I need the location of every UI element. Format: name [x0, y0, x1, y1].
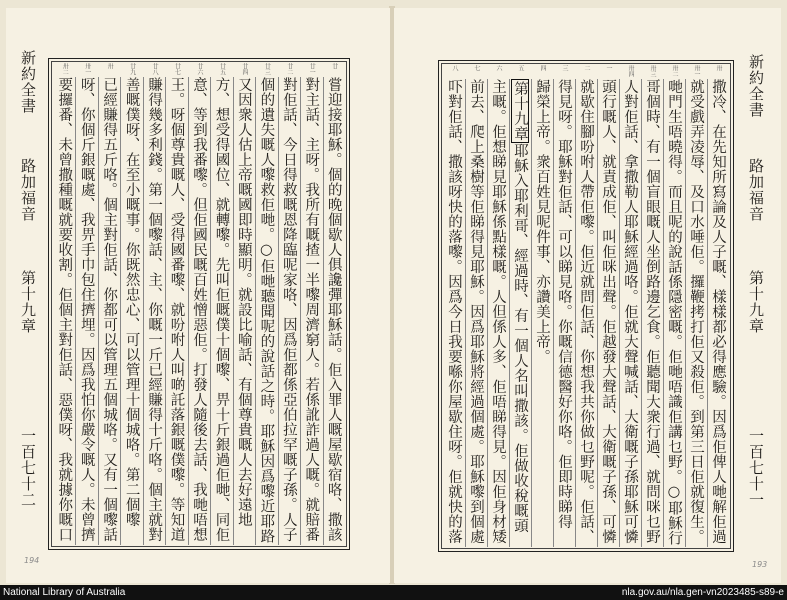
- column-rule: [120, 77, 121, 545]
- right-page-column: 就歇住腳吩咐人帶佢嚟。佢近就問佢話、你想我共你做乜野呢。佢話、: [578, 79, 594, 544]
- right-text-frame: [438, 60, 734, 552]
- line-number: 廿六: [196, 63, 203, 75]
- right-page-column: 哥個時、有一個盲眼嘅人坐倒路邊乞食。佢聽聞大衆行過、就問咪乜野: [644, 79, 660, 544]
- left-side-title: 新約全書: [19, 50, 37, 114]
- line-number: 卅: [715, 65, 722, 71]
- line-number: 二: [583, 65, 590, 71]
- column-rule: [641, 79, 642, 547]
- left-page-column: 對佢話、今日得救嘅恩降臨呢家咯、因爲佢都係亞伯拉罕嘅子孫。人子: [280, 77, 297, 542]
- right-pencil-number: 193: [752, 560, 768, 569]
- right-page-column: 吓對佢話、撒該呀快的落嚟。因爲今日我要喺你屋歇住呀。佢就快的落: [446, 79, 462, 544]
- left-page: [6, 8, 390, 583]
- left-page-column: 嘗迎接耶穌。個的晚個歇人俱讒彈耶穌話。佢入罪人嘅屋歇宿咯、撒該: [325, 77, 342, 542]
- line-number: 五: [517, 65, 524, 71]
- right-page-column: 前去、爬上桑樹等佢睇得見耶穌。因爲耶穌將經過個處。耶穌嚟到個處: [468, 79, 484, 544]
- library-footer: [0, 585, 787, 600]
- left-page-column: 賺得幾多利錢。第一個嚟話、主、你嘅一斤已經賺得十斤咯。個主就對: [146, 77, 163, 542]
- left-line-numbers: [53, 63, 345, 77]
- line-number: 六: [495, 65, 502, 71]
- footer-library-name: National Library of Australia: [3, 587, 126, 598]
- right-side-page-number: 一百七十一: [747, 428, 765, 508]
- right-page-column: 得見呀。耶穌對佢話、可以睇見咯。你嘅信德醫好你咯。佢即時睇得: [556, 79, 572, 529]
- left-columns: [53, 77, 345, 545]
- left-side-chapter: 第十九章: [19, 270, 37, 334]
- column-rule: [143, 77, 144, 545]
- column-rule: [685, 79, 686, 547]
- right-page-column: [511, 79, 529, 547]
- line-number: 七: [473, 65, 480, 71]
- left-text-frame: [48, 58, 350, 550]
- left-page-column: 又因衆人估上帝嘅國即時顯明。就設比喻話、有個尊貴嘅人去好遠地: [235, 77, 252, 527]
- right-page-column: 就受戲弄凌辱、及口水唾佢。攞鞭拷打佢又殺佢。到第三日佢就復生。: [688, 79, 704, 544]
- column-rule: [619, 79, 620, 547]
- column-rule: [575, 79, 576, 547]
- column-rule: [98, 77, 99, 545]
- left-page-column: 對主話、主呀。我所有嘅揸一半嚟周濟窮人。若係訛詐過人嘅。就賠番: [303, 77, 320, 542]
- footer-url: nla.gov.au/nla.gen-vn2023485-s89-e: [621, 587, 784, 598]
- right-columns: [443, 79, 729, 547]
- column-rule: [663, 79, 664, 547]
- line-number: 四: [539, 65, 546, 71]
- line-number: 卅二: [61, 63, 69, 75]
- column-rule: [487, 79, 488, 547]
- right-side-title: 新約全書: [747, 54, 765, 118]
- right-page-column: 撒冷、在先知所寫論及人子嘅、樣樣都必得應驗。因爲佢俾人哋解佢過: [710, 79, 726, 544]
- column-rule: [597, 79, 598, 547]
- right-page-column: 哋門生唔曉得。而且呢的說話係隱密嘅。佢哋唔識佢講乜野。○耶穌行: [666, 79, 682, 546]
- left-page-column: 善嘅僕呀、在至小嘅事。你既然忠心、可以管理十個城咯。第二個嚟: [123, 77, 140, 527]
- right-side-chapter: 第十九章: [747, 270, 765, 334]
- right-page: [394, 8, 781, 583]
- line-number: 八: [451, 65, 458, 71]
- column-rule: [75, 77, 76, 545]
- right-line-numbers: [443, 65, 729, 79]
- column-rule: [300, 77, 301, 545]
- left-pencil-number: 194: [24, 556, 40, 565]
- column-rule: [553, 79, 554, 547]
- left-page-column: 要攞番、未曾撒種嘅就要收割。佢個主對佢話、惡僕呀、我就據你嘅口: [56, 77, 73, 542]
- line-number: 卅一: [693, 65, 700, 77]
- line-number: 廿: [330, 63, 338, 69]
- column-rule: [165, 77, 166, 545]
- column-rule: [531, 79, 532, 547]
- column-rule: [465, 79, 466, 547]
- line-number: 廿八: [151, 63, 159, 75]
- line-number: 廿九: [128, 63, 136, 75]
- left-page-column: 個的遺失嘅人嚟救佢哋。○佢哋聽聞呢的說話之時。耶穌因爲嚟近耶路: [258, 77, 275, 544]
- chapter-marker: 第十九章: [512, 81, 528, 141]
- line-number: 卅三: [649, 65, 656, 77]
- left-side-subtitle: 路加福音: [19, 158, 37, 222]
- right-page-column: 歸榮上帝。衆百姓見呢件事、亦讚美上帝。: [534, 79, 550, 364]
- line-number: 廿二: [285, 63, 293, 75]
- left-page-column: 已經賺得五斤咯。個主對佢話、你都可以管理五個城咯。又有一個嚟話: [101, 77, 118, 542]
- line-number: 廿一: [308, 63, 316, 75]
- line-number: 一: [605, 65, 612, 71]
- column-rule: [188, 77, 189, 545]
- right-page-column: 頭行嘅人、就責成佢、叫佢咪出聲。佢越發大聲話、大衛嘅子孫、可憐: [600, 79, 616, 544]
- line-number: 三: [561, 65, 568, 71]
- column-text: 耶穌入耶利哥、經過時、有一個人名叫撒該。佢做收稅嘅頭: [512, 143, 528, 533]
- right-page-column: 人對佢話、拿撒勒人耶穌經過咯。佢就大聲喊話、大衛嘅子孫耶穌可憐: [622, 79, 638, 544]
- right-side-subtitle: 路加福音: [747, 158, 765, 222]
- column-rule: [210, 77, 211, 545]
- left-side-page-number: 一百七十二: [19, 428, 37, 508]
- left-page-column: 方、想受得國位、就轉嚟。先叫佢嘅僕十個嚟、畀十斤銀過佢哋、同佢: [213, 77, 230, 542]
- column-rule: [509, 79, 510, 547]
- line-number: 卅一: [83, 63, 91, 75]
- line-number: 卅二: [671, 65, 678, 77]
- line-number: 廿七: [173, 63, 181, 75]
- column-rule: [255, 77, 256, 545]
- left-page-column: 呀、你個斤銀嘅處、我畀手巾包住擠埋。因爲我怕你嚴令嘅人。未曾擠: [78, 77, 95, 542]
- line-number: 廿五: [218, 63, 226, 75]
- left-page-column: 王。呀個尊貴嘅人、受得國番嚟、就吩咐人叫啲託落銀嘅僕嚟。等知道: [168, 77, 185, 542]
- right-page-column: 主嘅。佢想睇見耶穌係點樣嘅。人但係人多、佢唔睇得見。因佢身材矮: [490, 79, 506, 544]
- column-rule: [233, 77, 234, 545]
- line-number: 卅四: [627, 65, 634, 77]
- left-page-column: 意、等到我番嚟。但佢國民嘅百姓憎惡佢。打發人隨後去話、我哋唔想: [191, 77, 207, 542]
- column-rule: [278, 77, 279, 545]
- line-number: 廿三: [263, 63, 271, 75]
- line-number: 廿四: [240, 63, 248, 75]
- column-rule: [707, 79, 708, 547]
- column-rule: [323, 77, 324, 545]
- line-number: 卅: [106, 63, 114, 69]
